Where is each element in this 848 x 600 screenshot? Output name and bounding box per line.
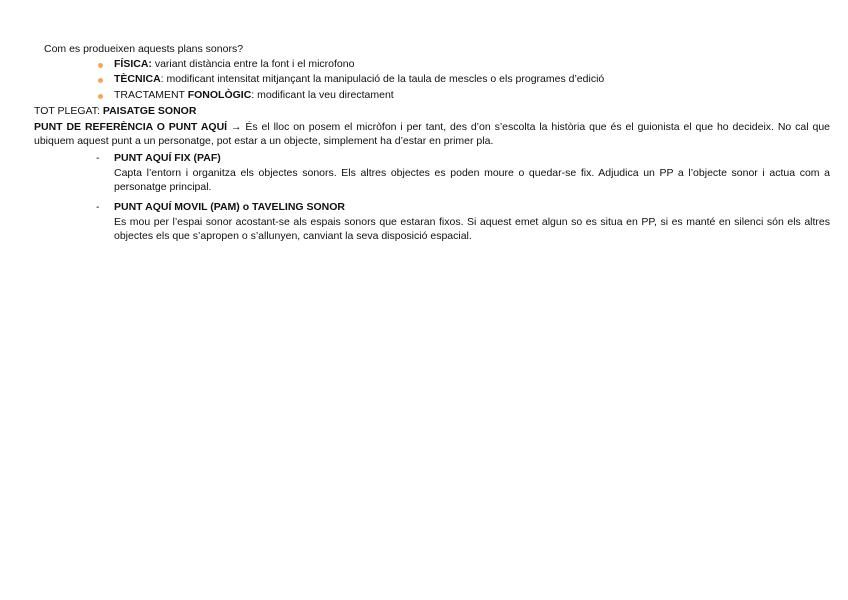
- tot-plegat-prefix: TOT PLEGAT:: [34, 105, 103, 117]
- bullet-text: : modificant intensitat mitjançant la manipulació de la taula de mescles o els programes d’edició: [160, 73, 605, 85]
- punt-referencia-text: → És el lloc on posem el micròfon i per tant, des d’on s’escolta la història que és el guionista el que ho decideix. No cal que ubiquem aquest punt a un personatge, pot estar a un objecte, simplement ha d’estar en primer pla.: [34, 121, 830, 147]
- bullet-item-tecnica: [114, 72, 604, 86]
- bullet-term: FONOLÒGIC: [187, 89, 252, 101]
- bullet-term: FÍSICA:: [114, 58, 152, 70]
- dash-marker: -: [96, 201, 100, 213]
- tot-plegat-line: [34, 104, 196, 118]
- bullet-text: : modificant la veu directament: [251, 89, 394, 101]
- bullet-item-tractament: [114, 88, 394, 102]
- subitem-title-pam: PUNT AQUÍ MOVIL (PAM) o TAVELING SONOR: [114, 201, 345, 213]
- tot-plegat-term: PAISATGE SONOR: [102, 105, 197, 117]
- subitem-title-paf: PUNT AQUÍ FIX (PAF): [114, 152, 221, 164]
- punt-referencia-term: PUNT DE REFERÈNCIA O PUNT AQUÍ: [34, 121, 228, 133]
- dash-marker: -: [96, 152, 100, 164]
- bullet-prefix: TRACTAMENT: [114, 89, 188, 101]
- bullet-item-fisica: [114, 57, 354, 71]
- question-line: Com es produeixen aquests plans sonors?: [44, 43, 244, 55]
- subitem-text-pam: Es mou per l’espai sonor acostant-se als espais sonors que estaran fixos. Si aquest emet algun so es situa en PP, si es manté en silenci són els altres objectes els que s’apropen o s’allunyen, canviant la seva disposició espacial.: [114, 216, 830, 242]
- bullet-dot-icon: [98, 94, 103, 99]
- subitem-text-paf: Capta l’entorn i organitza els objectes sonors. Els altres objectes es poden moure o quedar-se fix. Adjudica un PP a l’objecte sonor i actua com a personatge principal.: [114, 167, 830, 193]
- bullet-dot-icon: [98, 63, 103, 68]
- bullet-term: TÈCNICA: [114, 73, 161, 85]
- bullet-dot-icon: [98, 78, 103, 83]
- punt-referencia-paragraph: [34, 120, 830, 148]
- bullet-text: variant distància entre la font i el microfono: [151, 58, 355, 70]
